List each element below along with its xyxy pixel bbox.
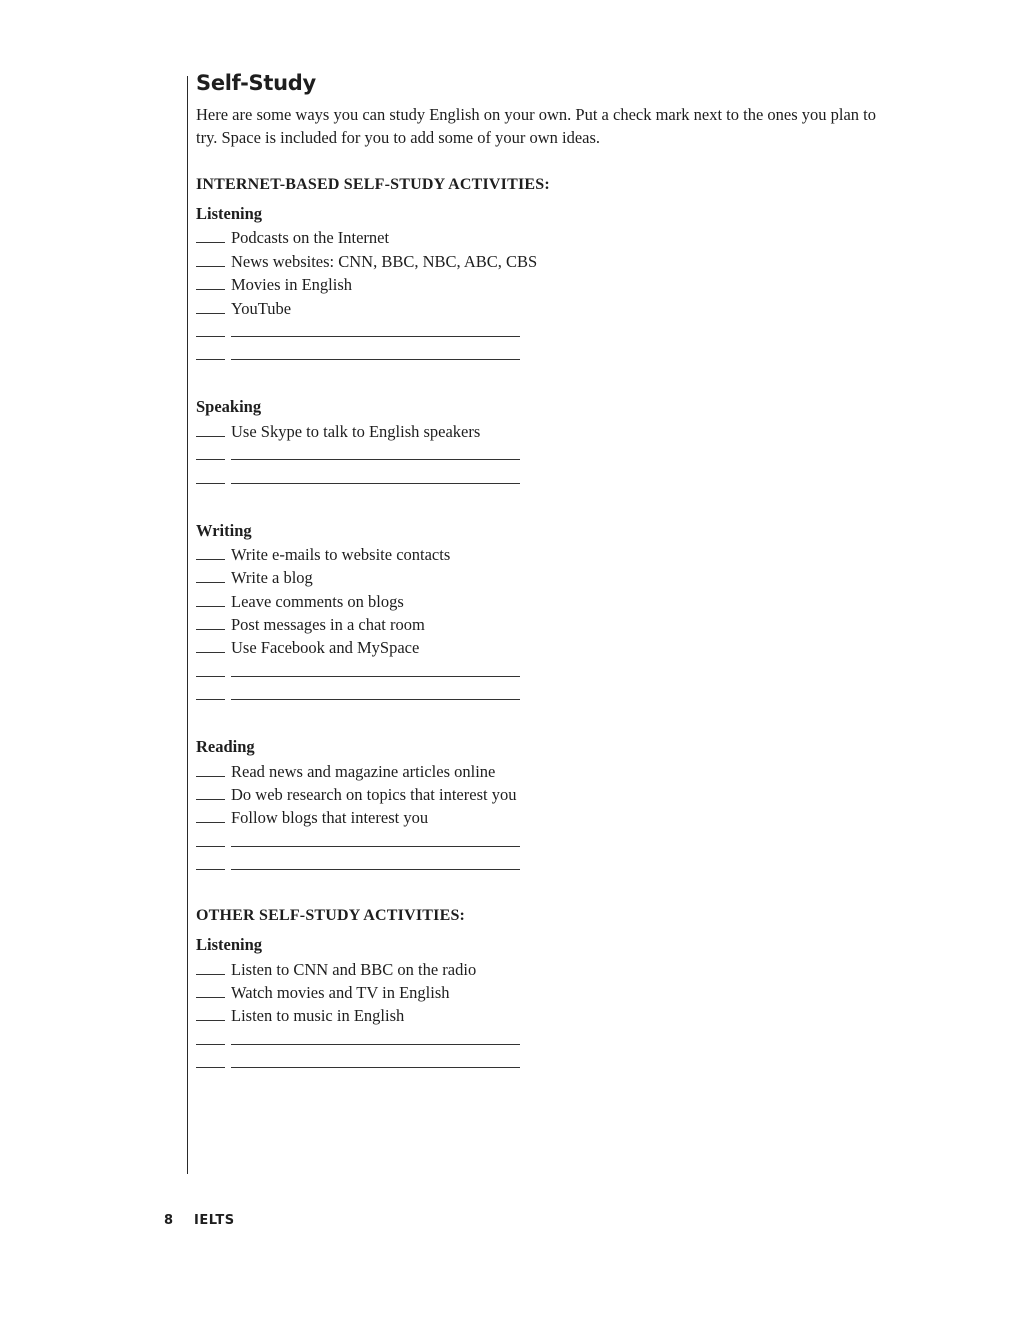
checkmark-blank[interactable] xyxy=(196,1067,225,1068)
own-idea-row xyxy=(196,1050,886,1073)
activity-section xyxy=(196,175,886,875)
checkmark-blank[interactable] xyxy=(196,822,225,823)
activity-label: News websites: CNN, BBC, NBC, ABC, CBS xyxy=(231,251,538,271)
skill-heading: Speaking xyxy=(196,397,262,417)
checkmark-blank[interactable] xyxy=(196,436,225,437)
checkmark-blank[interactable] xyxy=(196,459,225,460)
own-idea-line[interactable] xyxy=(231,1044,520,1045)
checkmark-blank[interactable] xyxy=(196,629,225,630)
activity-item xyxy=(196,565,886,588)
own-idea-line[interactable] xyxy=(231,459,520,460)
activity-section xyxy=(196,906,886,1073)
activity-item xyxy=(196,956,886,979)
own-idea-row xyxy=(196,442,886,465)
activity-label: Post messages in a chat room xyxy=(231,615,425,635)
own-idea-line[interactable] xyxy=(231,359,520,360)
activity-item xyxy=(196,782,886,805)
book-title: IELTS xyxy=(194,1213,235,1228)
section-heading: INTERNET-BASED SELF-STUDY ACTIVITIES: xyxy=(196,176,550,193)
checkmark-blank[interactable] xyxy=(196,289,225,290)
activity-label: Movies in English xyxy=(231,275,353,295)
own-idea-row xyxy=(196,1026,886,1049)
skill-group xyxy=(196,934,886,1073)
checkmark-blank[interactable] xyxy=(196,359,225,360)
margin-rule xyxy=(187,76,188,1174)
own-idea-row xyxy=(196,828,886,851)
checkmark-blank[interactable] xyxy=(196,652,225,653)
own-idea-line[interactable] xyxy=(231,699,520,700)
skill-group xyxy=(196,203,886,365)
checkmark-blank[interactable] xyxy=(196,266,225,267)
activity-item xyxy=(196,248,886,271)
activity-label: Podcasts on the Internet xyxy=(231,228,390,248)
checkmark-blank[interactable] xyxy=(196,1044,225,1045)
page-number: 8 xyxy=(164,1213,174,1228)
activity-item xyxy=(196,225,886,248)
activity-label: Leave comments on blogs xyxy=(231,591,404,611)
own-idea-line[interactable] xyxy=(231,869,520,870)
checkmark-blank[interactable] xyxy=(196,336,225,337)
checkmark-blank[interactable] xyxy=(196,974,225,975)
checkmark-blank[interactable] xyxy=(196,483,225,484)
activity-label: Write e-mails to website contacts xyxy=(231,544,451,564)
activity-sections xyxy=(196,175,886,1073)
activity-item xyxy=(196,758,886,781)
checkmark-blank[interactable] xyxy=(196,582,225,583)
skill-group xyxy=(196,520,886,706)
page-content xyxy=(196,70,886,1073)
checkmark-blank[interactable] xyxy=(196,606,225,607)
checkmark-blank[interactable] xyxy=(196,699,225,700)
skill-heading: Writing xyxy=(196,520,252,540)
activity-item xyxy=(196,295,886,318)
own-idea-line[interactable] xyxy=(231,336,520,337)
skill-heading: Listening xyxy=(196,204,263,223)
checkmark-blank[interactable] xyxy=(196,869,225,870)
section-heading: OTHER SELF-STUDY ACTIVITIES: xyxy=(196,907,466,925)
activity-item xyxy=(196,418,886,441)
checkmark-blank[interactable] xyxy=(196,559,225,560)
activity-label: Follow blogs that interest you xyxy=(231,808,429,828)
checkmark-blank[interactable] xyxy=(196,1020,225,1021)
own-idea-row xyxy=(196,465,886,488)
activity-item xyxy=(196,980,886,1003)
skill-heading: Reading xyxy=(196,737,255,757)
activity-label: Write a blog xyxy=(231,568,313,588)
own-idea-row xyxy=(196,682,886,705)
checkmark-blank[interactable] xyxy=(196,799,225,800)
checkmark-blank[interactable] xyxy=(196,313,225,314)
activity-label: YouTube xyxy=(231,298,292,318)
activity-label: Do web research on topics that interest you xyxy=(231,785,517,805)
checkmark-blank[interactable] xyxy=(196,776,225,777)
skill-heading: Listening xyxy=(196,935,263,955)
activity-label: Use Skype to talk to English speakers xyxy=(231,421,481,441)
own-idea-line[interactable] xyxy=(231,676,520,677)
own-idea-line[interactable] xyxy=(231,483,520,484)
own-idea-line[interactable] xyxy=(231,846,520,847)
activity-label: Read news and magazine articles online xyxy=(231,761,496,781)
skill-group xyxy=(196,396,886,488)
checkmark-blank[interactable] xyxy=(196,997,225,998)
own-idea-line[interactable] xyxy=(231,1067,520,1068)
skill-group xyxy=(196,736,886,875)
activity-label: Watch movies and TV in English xyxy=(231,982,450,1002)
own-idea-row xyxy=(196,342,886,365)
activity-item xyxy=(196,542,886,565)
own-idea-row xyxy=(196,852,886,875)
activity-item xyxy=(196,805,886,828)
activity-item xyxy=(196,635,886,658)
activity-item xyxy=(196,1003,886,1026)
activity-label: Listen to music in English xyxy=(231,1006,405,1026)
intro-paragraph: Here are some ways you can study English on your own. Put a check mark next to the ones you plan to try. Space is included for you to add some of your own ideas. xyxy=(196,105,877,147)
checkmark-blank[interactable] xyxy=(196,242,225,243)
checkmark-blank[interactable] xyxy=(196,676,225,677)
checkmark-blank[interactable] xyxy=(196,846,225,847)
activity-item xyxy=(196,588,886,611)
own-idea-row xyxy=(196,319,886,342)
page-title: Self-Study xyxy=(196,71,316,95)
own-idea-row xyxy=(196,658,886,681)
activity-item xyxy=(196,612,886,635)
activity-item xyxy=(196,272,886,295)
activity-label: Listen to CNN and BBC on the radio xyxy=(231,959,477,979)
activity-label: Use Facebook and MySpace xyxy=(231,638,420,658)
